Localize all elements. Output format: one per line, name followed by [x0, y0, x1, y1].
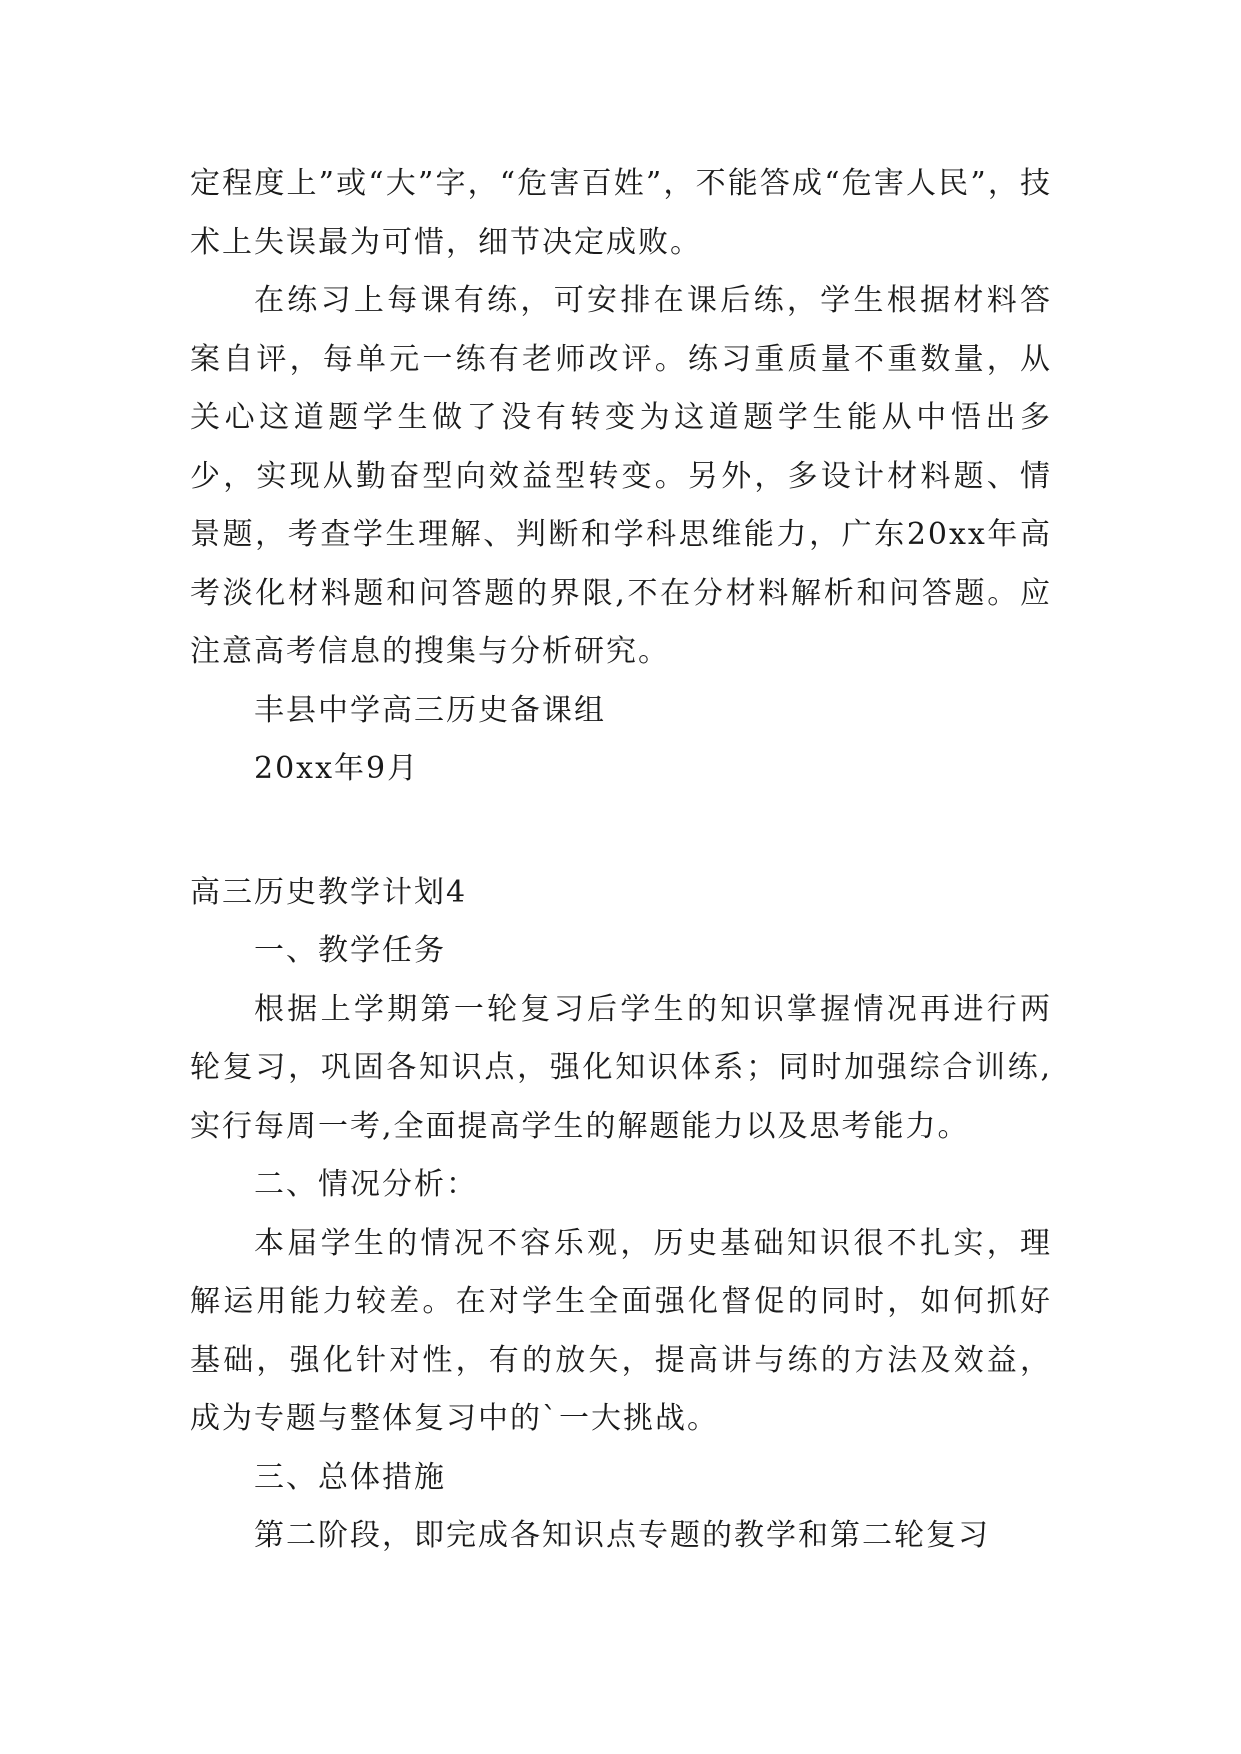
section-title: 高三历史教学计划4 [190, 874, 468, 910]
paragraph-practice: 在练习上每课有练，可安排在课后练，学生根据材料答案自评，每单元一练有老师改评。练习重质量不重数量，从关心这道题学生做了没有转变为这道题学生能从中悟出多少，实现从勤奋型向效益型转变。另外，多设计材料题、情景题，考查学生理解、判断和学科思维能力，广东20xx年高考淡化材料题和问答题的界限,不在分材料解析和问答题。应注意高考信息的搜集与分析研究。 [190, 283, 1052, 669]
heading-teaching-task: 一、教学任务 [254, 933, 446, 968]
paragraph-teaching-task: 根据上学期第一轮复习后学生的知识掌握情况再进行两轮复习，巩固各知识点，强化知识体系；同时加强综合训练,实行每周一考,全面提高学生的解题能力以及思考能力。 [190, 991, 1052, 1144]
paragraph-situation-analysis: 本届学生的情况不容乐观，历史基础知识很不扎实，理解运用能力较差。在对学生全面强化督促的同时，如何抓好基础，强化针对性，有的放矢，提高讲与练的方法及效益，成为专题与整体复习中的`一大挑战。 [190, 1225, 1052, 1436]
signature-date: 20xx年9月 [254, 751, 420, 786]
paragraph-overall-measures: 第二阶段，即完成各知识点专题的教学和第二轮复习 [254, 1518, 990, 1553]
section-gap [190, 799, 1052, 864]
signature-org: 丰县中学高三历史备课组 [254, 692, 606, 728]
heading-situation-analysis: 二、情况分析： [254, 1167, 478, 1202]
document-body [190, 155, 1052, 1566]
paragraph-continued: 定程度上”或“大”字，“危害百姓”，不能答成“危害人民”，技术上失误最为可惜，细节决定成败。 [190, 166, 1052, 260]
heading-overall-measures: 三、总体措施 [254, 1459, 446, 1495]
